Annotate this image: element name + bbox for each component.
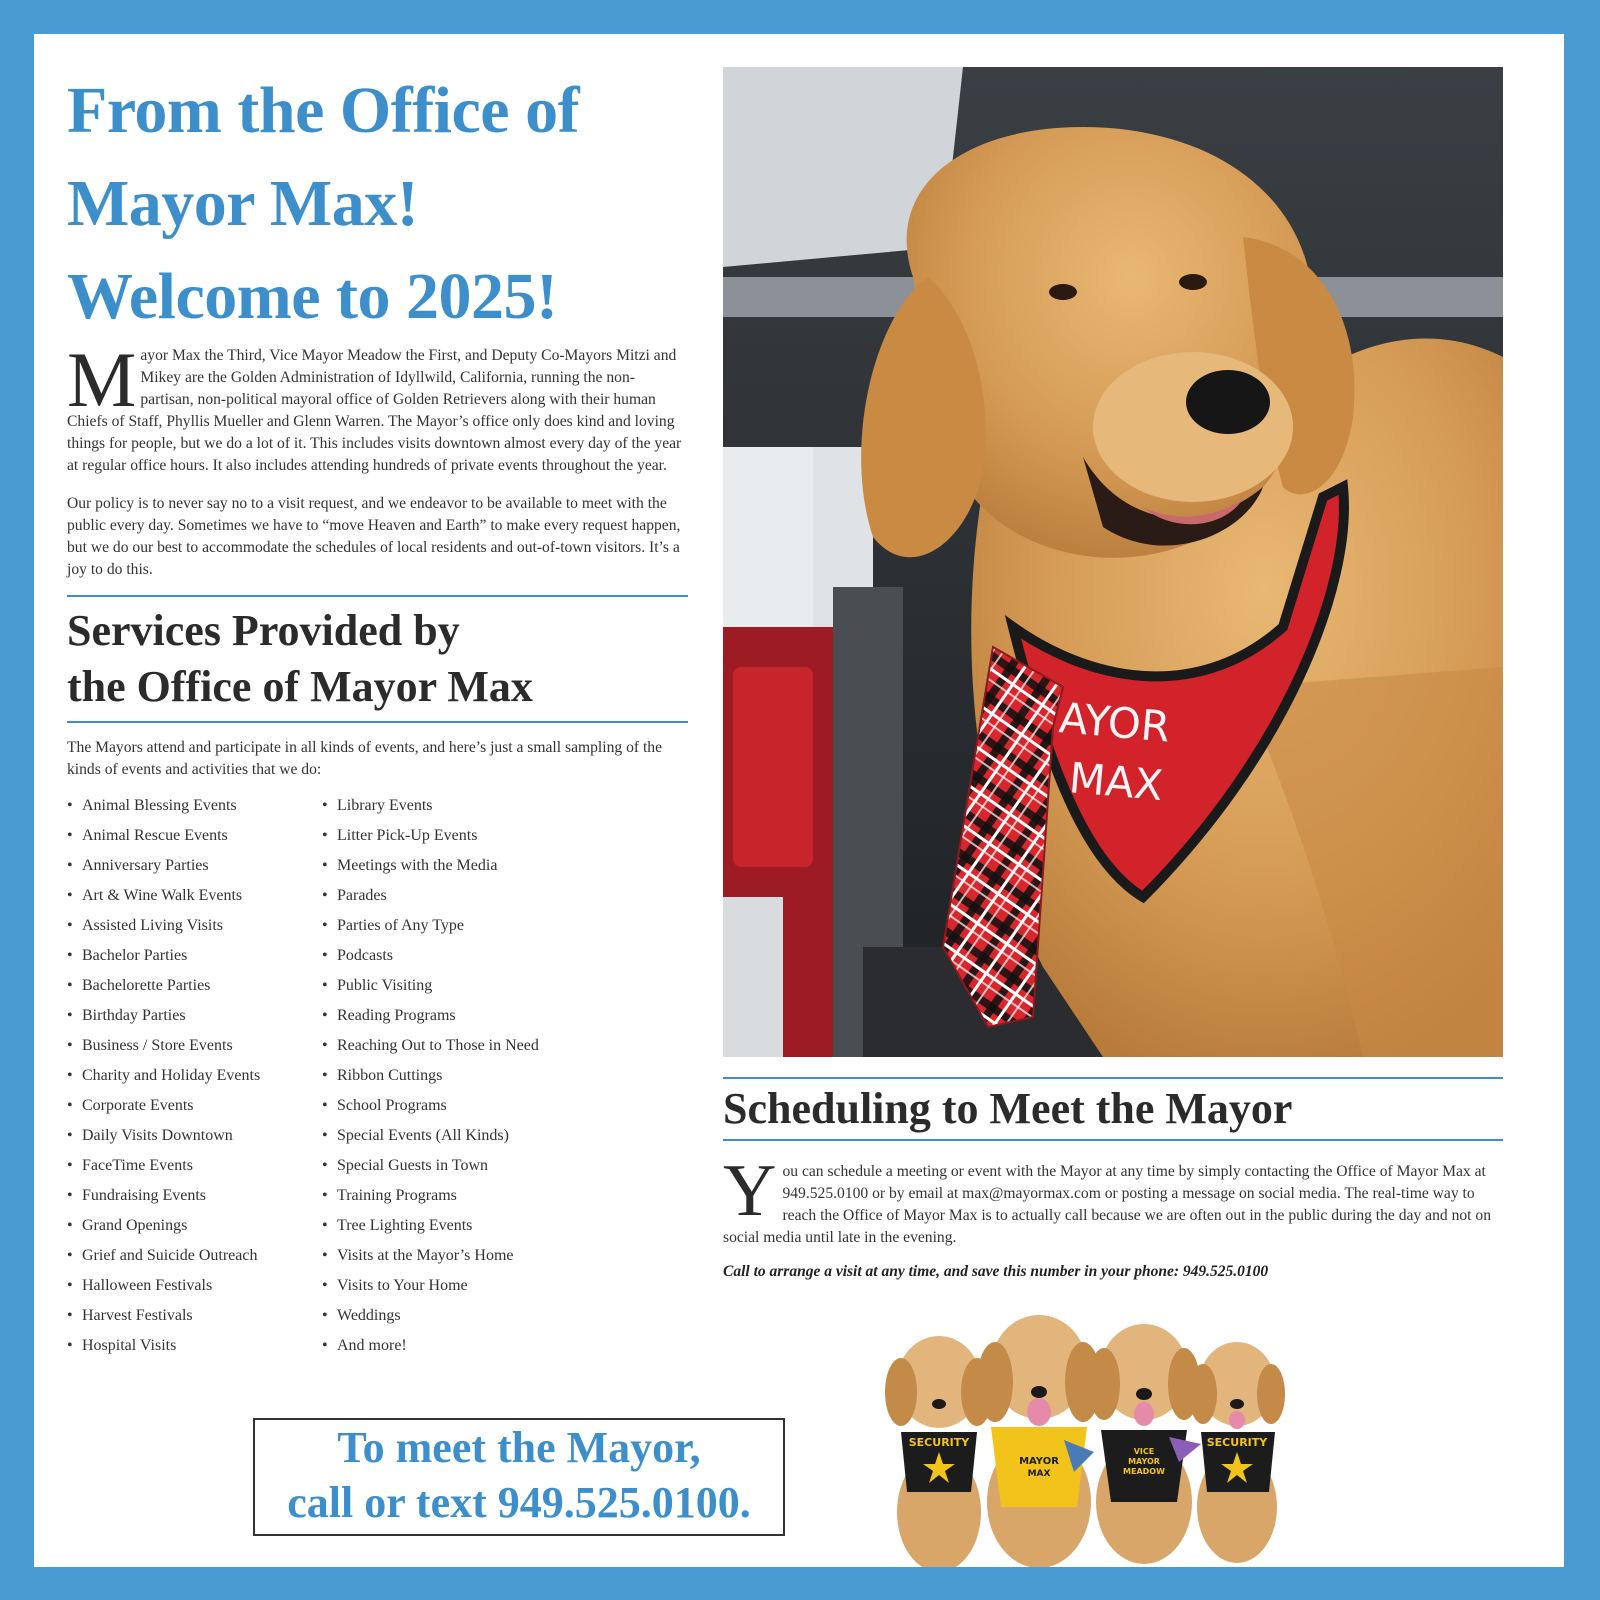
service-list-item: • Podcasts — [322, 941, 539, 971]
service-list-item: • Special Events (All Kinds) — [322, 1121, 539, 1151]
service-list-item: • Public Visiting — [322, 971, 539, 1001]
services-title — [67, 603, 687, 715]
headline-line-3: Welcome to 2025! — [67, 260, 558, 333]
divider-rule — [723, 1077, 1503, 1079]
security-dog-left — [885, 1336, 993, 1567]
service-list-item: • Corporate Events — [67, 1091, 260, 1121]
scheduling-dropcap: Y — [723, 1150, 777, 1232]
vest-text-vice-line-3: MEADOW — [1123, 1467, 1165, 1476]
dog-administration-illustration — [879, 1312, 1299, 1567]
service-list-item: • Daily Visits Downtown — [67, 1121, 260, 1151]
service-list-item: • Parades — [322, 881, 539, 911]
service-list-item: • Anniversary Parties — [67, 851, 260, 881]
service-list-item: • Meetings with the Media — [322, 851, 539, 881]
service-list-item: • School Programs — [322, 1091, 539, 1121]
vice-mayor-meadow-dog — [1088, 1324, 1201, 1564]
service-list-item: • Charity and Holiday Events — [67, 1061, 260, 1091]
vest-text-mayor-line-1: MAYOR — [1019, 1456, 1059, 1467]
service-list-item: • Birthday Parties — [67, 1001, 260, 1031]
cta-line-1: To meet the Mayor, — [337, 1423, 701, 1472]
divider-rule — [67, 721, 688, 723]
services-intro: The Mayors attend and participate in all kinds of events, and here’s just a small sampling of the kinds of events and activities that we do: — [67, 739, 663, 778]
service-list-item: • Special Guests in Town — [322, 1151, 539, 1181]
service-list-item: • Parties of Any Type — [322, 911, 539, 941]
service-list-item: • Animal Rescue Events — [67, 821, 260, 851]
service-list-item: • Harvest Festivals — [67, 1301, 260, 1331]
services-title-line-2: the Office of Mayor Max — [67, 662, 533, 711]
divider-rule — [723, 1139, 1503, 1141]
flyer-page — [34, 34, 1564, 1567]
policy-paragraph: Our policy is to never say no to a visit request, and we endeavor to be available to meet with the public every day. Sometimes we have to “move Heaven and Earth” to make every request happen, but we do our best to accommodate the schedules of local residents and out-of-town visitors. It’s a joy to do this. — [67, 495, 681, 578]
mayor-max-dog — [977, 1315, 1101, 1567]
service-list-item: • And more! — [322, 1331, 539, 1361]
service-list-item: • Weddings — [322, 1301, 539, 1331]
service-list-item: • Grief and Suicide Outreach — [67, 1241, 260, 1271]
call-to-action-box — [253, 1418, 785, 1536]
services-lists — [67, 791, 687, 1354]
mayor-max-photo — [723, 67, 1503, 1057]
cta-line-2: call or text 949.525.0100. — [287, 1478, 751, 1527]
vest-text-security-left: SECURITY — [908, 1436, 970, 1449]
service-list-item: • Litter Pick-Up Events — [322, 821, 539, 851]
services-title-line-1: Services Provided by — [67, 606, 460, 655]
scheduling-paragraph — [723, 1150, 1503, 1249]
harness-text-line-2: MAX — [1067, 753, 1165, 811]
headline — [67, 64, 687, 343]
service-list-item: • Ribbon Cuttings — [322, 1061, 539, 1091]
service-list-item: • Animal Blessing Events — [67, 791, 260, 821]
scheduling-text: ou can schedule a meeting or event with the Mayor at any time by simply contacting the Office of Mayor Max at 949.525.0100 or by email at max@mayormax.com or posting a message on social media. The real-time way to reach the Office of Mayor Max is to actually call because we are often out in the public during the day and not on social media until late in the evening. — [723, 1163, 1492, 1246]
service-list-item: • Art & Wine Walk Events — [67, 881, 260, 911]
vest-text-mayor-line-2: MAX — [1027, 1469, 1051, 1479]
call-line: Call to arrange a visit at any time, and save this number in your phone: 949.525.0100 — [723, 1263, 1269, 1280]
headline-line-2: Mayor Max! — [67, 167, 419, 240]
service-list-item: • Visits at the Mayor’s Home — [322, 1241, 539, 1271]
service-list-item: • Bachelorette Parties — [67, 971, 260, 1001]
service-list-item: • Library Events — [322, 791, 539, 821]
vest-text-vice-line-1: VICE — [1133, 1447, 1155, 1456]
service-list-item: • Fundraising Events — [67, 1181, 260, 1211]
four-golden-retrievers-illustration — [879, 1312, 1299, 1567]
intro-text: ayor Max the Third, Vice Mayor Meadow the First, and Deputy Co-Mayors Mitzi and Mikey are the Golden Administration of Idyllwild, California, running the non-partisan, non-political mayoral office of Golden Retrievers along with their human Chiefs of Staff, Phyllis Mueller and Glenn Warren. The Mayor’s office only does kind and loving things for people, but we do a lot of it. This includes visits downtown almost every day of the year at regular office hours. It also includes attending hundreds of private events throughout the year. — [67, 347, 682, 474]
service-list-item: • Grand Openings — [67, 1211, 260, 1241]
service-list-item: • Assisted Living Visits — [67, 911, 260, 941]
service-list-item: • Visits to Your Home — [322, 1271, 539, 1301]
services-list-left — [67, 791, 260, 1361]
service-list-item: • Reading Programs — [322, 1001, 539, 1031]
vest-text-security-right: SECURITY — [1206, 1436, 1268, 1449]
service-list-item: • FaceTime Events — [67, 1151, 260, 1181]
golden-retriever-photo-illustration — [723, 67, 1503, 1057]
service-list-item: • Training Programs — [322, 1181, 539, 1211]
services-list-right — [322, 791, 539, 1361]
service-list-item: • Hospital Visits — [67, 1331, 260, 1361]
scheduling-title: Scheduling to Meet the Mayor — [723, 1084, 1293, 1133]
service-list-item: • Halloween Festivals — [67, 1271, 260, 1301]
intro-dropcap: M — [67, 336, 137, 423]
divider-rule — [67, 595, 688, 597]
harness-text-line-1: AYOR — [1057, 693, 1173, 752]
left-column — [67, 64, 687, 1354]
headline-line-1: From the Office of — [67, 74, 580, 147]
intro-paragraph — [67, 336, 687, 477]
service-list-item: • Reaching Out to Those in Need — [322, 1031, 539, 1061]
service-list-item: • Tree Lighting Events — [322, 1211, 539, 1241]
service-list-item: • Business / Store Events — [67, 1031, 260, 1061]
scheduling-section — [723, 1077, 1503, 1281]
service-list-item: • Bachelor Parties — [67, 941, 260, 971]
security-dog-right — [1189, 1342, 1285, 1563]
vest-text-vice-line-2: MAYOR — [1128, 1457, 1160, 1466]
